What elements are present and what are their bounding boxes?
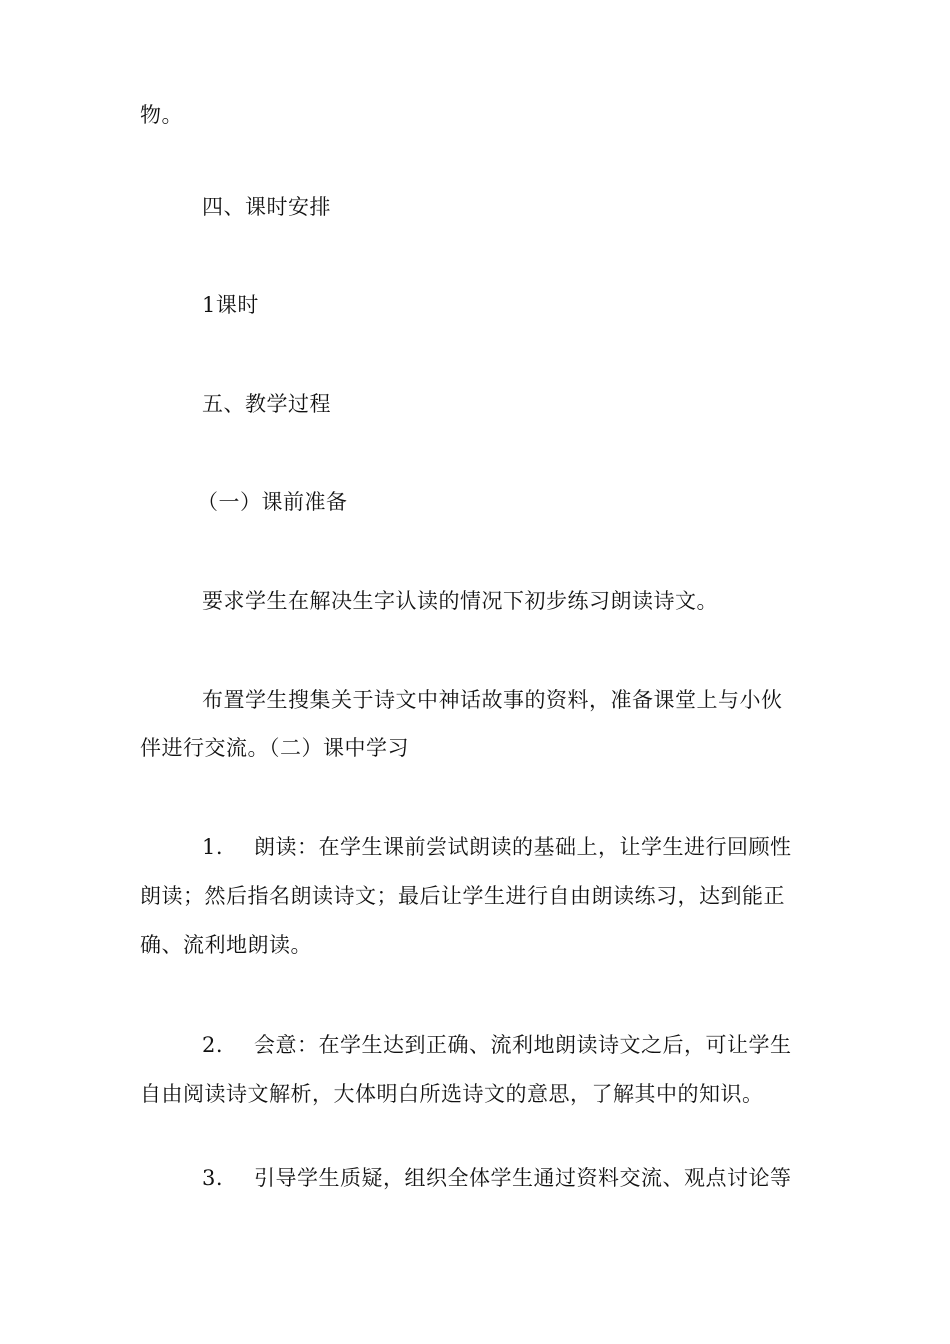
text-line: 物。 [140,103,183,127]
list-item-text: 引导学生质疑，组织全体学生通过资料交流、观点讨论等 [254,1166,792,1190]
section-heading: 五、教学过程 [202,392,331,416]
text-line: 确、流利地朗读。 [140,933,312,957]
text-line: 1课时 [202,293,259,317]
section-heading: 四、课时安排 [202,195,331,219]
text-line: 要求学生在解决生字认读的情况下初步练习朗读诗文。 [202,589,718,613]
text-line: 布置学生搜集关于诗文中神话故事的资料，准备课堂上与小伙 [202,688,783,712]
text-line: 自由阅读诗文解析，大体明白所选诗文的意思，了解其中的知识。 [140,1082,764,1106]
list-item-number: 1. [202,835,224,859]
list-item-line [202,1031,792,1059]
list-item-text: 会意：在学生达到正确、流利地朗读诗文之后，可让学生 [254,1033,792,1057]
text-line: 朗读；然后指名朗读诗文；最后让学生进行自由朗读练习，达到能正 [140,884,785,908]
list-item-line [202,833,792,861]
list-item-number: 2. [202,1033,224,1057]
subsection-heading: （一）课前准备 [197,490,348,514]
list-item-number: 3. [202,1166,224,1190]
text-line: 伴进行交流。（二）课中学习 [140,736,409,760]
list-item-text: 朗读：在学生课前尝试朗读的基础上，让学生进行回顾性 [254,835,792,859]
list-item-line [202,1164,792,1192]
